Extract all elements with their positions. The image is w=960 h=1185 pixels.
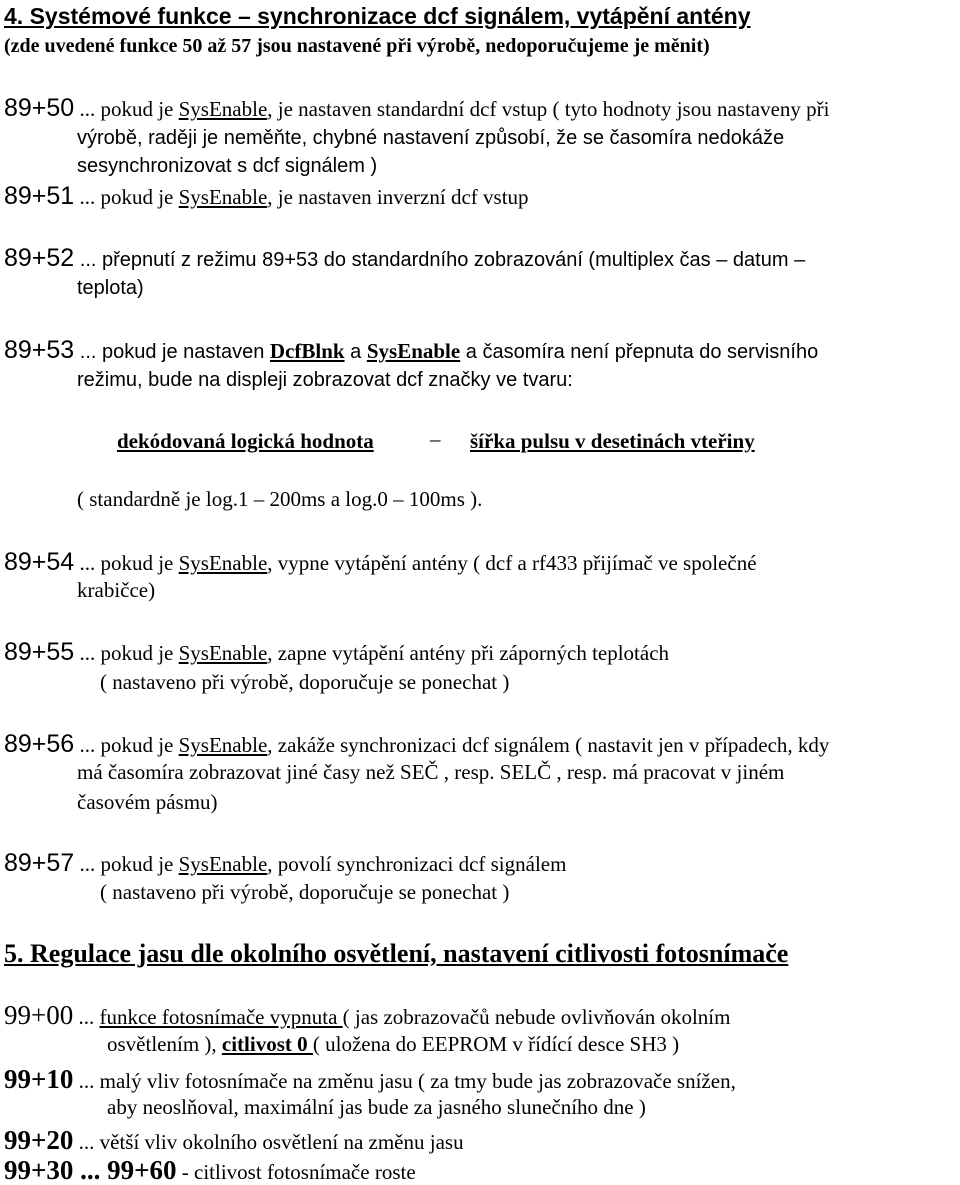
dash-separator: – bbox=[430, 427, 441, 451]
sysenable-term: SysEnable bbox=[178, 733, 268, 757]
item-code: 89+52 bbox=[4, 244, 75, 272]
item-89-56-line3: časovém pásmu) bbox=[77, 790, 218, 814]
item-89-54 bbox=[4, 550, 757, 575]
item-89-57 bbox=[4, 851, 566, 876]
item-text: ( uložena do EEPROM v řídící desce SH3 ) bbox=[312, 1032, 680, 1056]
item-99-00 bbox=[4, 1002, 730, 1029]
item-89-53-standard: ( standardně je log.1 – 200ms a log.0 – 100ms ). bbox=[77, 487, 483, 511]
item-text: ... pokud je bbox=[74, 852, 179, 876]
item-code: 89+50 bbox=[4, 94, 75, 122]
item-text: malý vliv fotosnímače na změnu jasu ( za tmy bude jas zobrazovače snížen, bbox=[94, 1069, 736, 1093]
sysenable-term: SysEnable bbox=[178, 97, 268, 121]
item-code: 99+20 bbox=[4, 1125, 74, 1155]
sysenable-term: SysEnable bbox=[178, 641, 268, 665]
item-code: 89+54 bbox=[4, 548, 75, 576]
sysenable-term: SysEnable bbox=[366, 339, 461, 363]
item-text: ... bbox=[73, 1069, 95, 1093]
dcfblnk-term: DcfBlnk bbox=[269, 339, 345, 363]
item-99-10 bbox=[4, 1066, 736, 1093]
item-89-54-line2: krabičce) bbox=[77, 578, 156, 602]
item-code: 89+56 bbox=[4, 730, 75, 758]
item-text: ... bbox=[73, 1130, 95, 1154]
item-text: , povolí synchronizaci dcf signálem bbox=[267, 852, 567, 876]
item-89-50-line2: výrobě, raději je neměňte, chybné nastavení způsobí, že se časomíra nedokáže bbox=[77, 127, 785, 149]
item-89-55-line2: ( nastaveno při výrobě, doporučuje se ponechat ) bbox=[100, 670, 510, 694]
item-text: , zapne vytápění antény při záporných teplotách bbox=[267, 641, 670, 665]
item-text: a časomíra není přepnuta do servisního bbox=[460, 341, 819, 363]
item-99-10-line2: aby neoslňoval, maximální jas bude za jasného slunečního dne ) bbox=[107, 1095, 646, 1119]
sysenable-term: SysEnable bbox=[178, 551, 268, 575]
section-4-subtitle: (zde uvedené funkce 50 až 57 jsou nastavené při výrobě, nedoporučujeme je měnit) bbox=[4, 35, 710, 57]
item-99-30-60 bbox=[4, 1157, 416, 1184]
sensitivity-0-term: citlivost 0 bbox=[221, 1032, 313, 1056]
item-text: , je nastaven inverzní dcf vstup bbox=[267, 185, 529, 209]
item-89-52 bbox=[4, 246, 805, 271]
item-text: osvětlením ), bbox=[107, 1032, 222, 1056]
decoded-logical-value: dekódovaná logická hodnota bbox=[117, 429, 374, 453]
item-89-51 bbox=[4, 184, 529, 209]
item-89-55 bbox=[4, 640, 669, 665]
item-text: ... pokud je bbox=[74, 551, 179, 575]
sysenable-term: SysEnable bbox=[178, 185, 268, 209]
item-text: ... pokud je bbox=[74, 185, 179, 209]
item-89-57-line2: ( nastaveno při výrobě, doporučuje se ponechat ) bbox=[100, 880, 510, 904]
item-text: , zakáže synchronizaci dcf signálem ( nastavit jen v případech, kdy bbox=[267, 733, 830, 757]
item-text: ( jas zobrazovačů nebude ovlivňován okolním bbox=[342, 1005, 731, 1029]
photosensor-off-term: funkce fotosnímače vypnuta bbox=[99, 1005, 343, 1029]
item-code: 89+51 bbox=[4, 182, 75, 210]
item-code: 89+53 bbox=[4, 336, 75, 364]
item-89-52-line2: teplota) bbox=[77, 277, 144, 299]
item-text: ... pokud je bbox=[74, 641, 179, 665]
item-text: ... pokud je nastaven bbox=[74, 341, 270, 363]
item-89-56 bbox=[4, 732, 829, 757]
item-code: 89+55 bbox=[4, 638, 75, 666]
section-5-title: 5. Regulace jasu dle okolního osvětlení, nastavení citlivosti fotosnímače bbox=[4, 939, 789, 968]
item-99-20 bbox=[4, 1127, 464, 1154]
item-code: 89+57 bbox=[4, 849, 75, 877]
section-4-title: 4. Systémové funkce – synchronizace dcf signálem, vytápění antény bbox=[4, 3, 751, 29]
item-89-50-line3: sesynchronizovat s dcf signálem ) bbox=[77, 155, 378, 177]
pulse-width: šířka pulsu v desetinách vteřiny bbox=[470, 429, 755, 453]
item-text: a bbox=[344, 341, 367, 363]
item-99-00-line2 bbox=[107, 1034, 679, 1055]
item-text: větší vliv okolního osvětlení na změnu jasu bbox=[94, 1130, 464, 1154]
item-89-53 bbox=[4, 338, 818, 363]
item-text: ... pokud je bbox=[74, 97, 179, 121]
item-text: ... pokud je bbox=[74, 733, 179, 757]
item-89-53-line2: režimu, bude na displeji zobrazovat dcf značky ve tvaru: bbox=[77, 369, 573, 391]
item-text: - citlivost fotosnímače roste bbox=[176, 1160, 416, 1184]
item-text: , je nastaven standardní dcf vstup ( tyto hodnoty jsou nastaveny při bbox=[267, 97, 830, 121]
item-89-50 bbox=[4, 96, 830, 121]
item-89-56-line2: má časomíra zobrazovat jiné časy než SEČ , resp. SELČ , resp. má pracovat v jiném bbox=[77, 760, 785, 784]
item-code: 99+10 bbox=[4, 1064, 74, 1094]
item-code: 99+00 bbox=[4, 1000, 74, 1030]
item-text: ... bbox=[73, 1005, 100, 1029]
item-text: ... přepnutí z režimu 89+53 do standardního zobrazování (multiplex čas – datum – bbox=[74, 249, 806, 271]
sysenable-term: SysEnable bbox=[178, 852, 268, 876]
item-code: 99+30 ... 99+60 bbox=[4, 1155, 177, 1185]
item-text: , vypne vytápění antény ( dcf a rf433 přijímač ve společné bbox=[267, 551, 757, 575]
